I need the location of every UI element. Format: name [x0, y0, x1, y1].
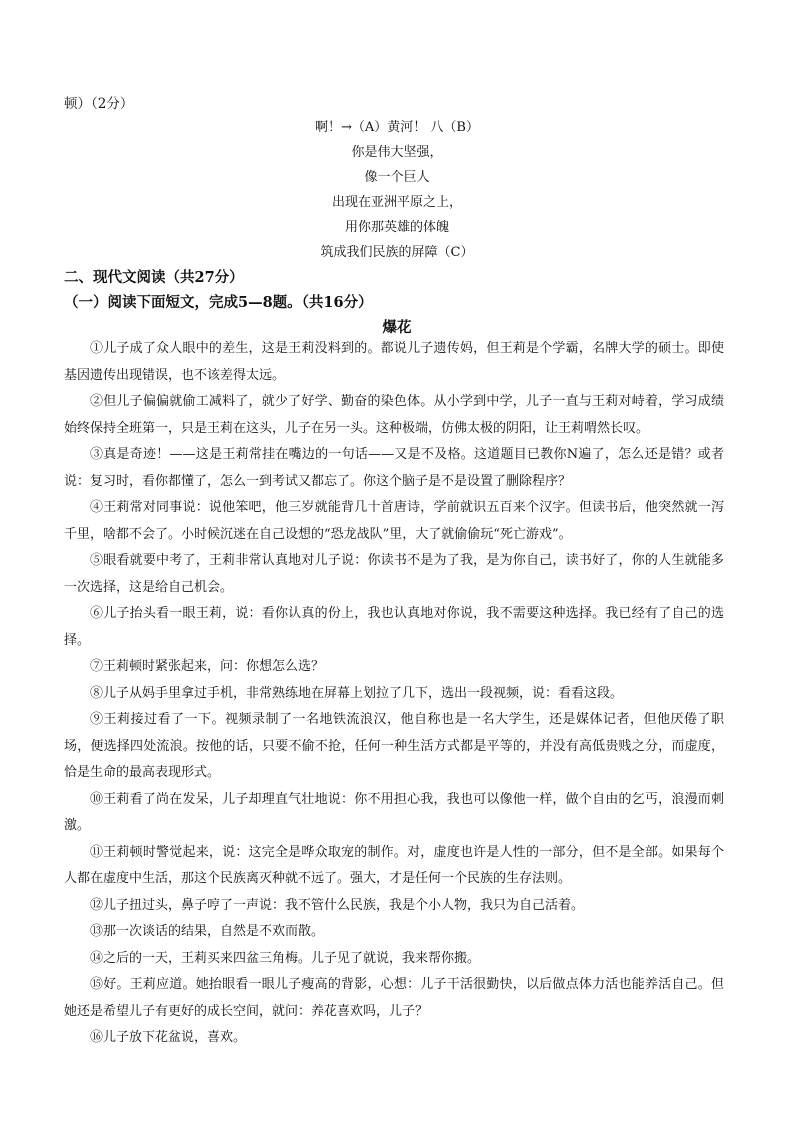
question-tail: 顿）（2分）: [64, 96, 134, 112]
section-heading: 二、现代文阅读（共27分）: [64, 269, 244, 286]
paragraph: ⑩王莉看了尚在发呆，儿子却理直气壮地说：你不用担心我，我也可以像他一样，做个自由的乞丐，浪漫而刺激。: [64, 791, 724, 833]
paragraph: ⑯儿子放下花盆说，喜欢。: [90, 1030, 247, 1045]
article-title: 爆花: [382, 319, 412, 336]
paragraph: ③真是奇迹！——这是王莉常挂在嘴边的一句话——又是不及格。这道题目已教你N遍了，怎么还是错？或者说：复习时，看你都懂了，怎么一到考试又都忘了。你这个脑子是不是设置了删除程序？: [64, 447, 724, 489]
paragraph: ⑤眼看就要中考了，王莉非常认真地对儿子说：你读书不是为了我，是为你自己，读书好了，你的人生就能多一次选择，这是给自己机会。: [64, 553, 724, 595]
subsection-heading: （一）阅读下面短文，完成5—8题。（共16分）: [64, 294, 373, 311]
poem-line: 出现在亚洲平原之上，: [331, 195, 462, 210]
paragraph: ⑭之后的一天，王莉买来四盆三角梅。儿子见了就说，我来帮你搬。: [90, 950, 481, 966]
poem-line: 筑成我们民族的屏障（C）: [320, 245, 474, 260]
paragraph: ①儿子成了众人眼中的差生，这是王莉没料到的。都说儿子遗传妈，但王莉是个学霸，名牌大学的硕士。即使基因遗传出现错误，也不该差得太远。: [64, 341, 724, 383]
paragraph: ⑥儿子抬头看一眼王莉，说：看你认真的份上，我也认真地对你说，我不需要这种选择。我已经有了自己的选择。: [64, 606, 724, 648]
paragraph: ⑪王莉顿时警觉起来，说：这完全是哗众取宠的制作。对，虚度也许是人性的一部分，但不是全部。如果每个人都在虚度中生活，那这个民族离灭种就不远了。强大，才是任何一个民族的生存法则。: [64, 844, 724, 886]
poem-line: 用你那英雄的体魄: [344, 220, 449, 235]
paragraph: ②但儿子偏偏就偷工减料了，就少了好学、勤奋的染色体。从小学到中学，儿子一直与王莉对峙着，学习成绩始终保持全班第一，只是王莉在这头，儿子在另一头。这种极端，仿佛太极的阴阳，让王莉喟然长叹。: [64, 394, 724, 436]
paragraph: ④王莉常对同事说：说他笨吧，他三岁就能背几十首唐诗，学前就识五百来个汉字。但读书后，他突然就一泻千里，啥都不会了。小时候沉迷在自己设想的“恐龙战队”里，大了就偷偷玩“死亡游戏”。: [64, 500, 724, 542]
poem-line: 像一个巨人: [364, 170, 430, 185]
poem-line: 你是伟大坚强，: [351, 145, 443, 160]
poem-line: 啊！→（A）黄河！ 八（B）: [315, 120, 479, 135]
paragraph: ⑦王莉顿时紧张起来，问：你想怎么选？: [90, 659, 325, 674]
paragraph: ⑨王莉接过看了一下。视频录制了一名地铁流浪汉，他自称也是一名大学生，还是媒体记者，但他厌倦了职场，便选择四处流浪。按他的话，只要不偷不抢，任何一种生活方式都是平等的，并没有高低贵贱之分，而虚度，恰是生命的最高表现形式。: [64, 712, 724, 780]
paragraph: ⑬那一次谈话的结果，自然是不欢而散。: [90, 924, 325, 939]
article-body: [64, 336, 724, 1052]
paragraph: ⑫儿子扭过头，鼻子哼了一声说：我不管什么民族，我是个小人物，我只为自己活着。: [90, 897, 585, 913]
paragraph: ⑮好。王莉应道。她抬眼看一眼儿子瘦高的背影，心想：儿子干活很勤快，以后做点体力活也能养活自己。但她还是希望儿子有更好的成长空间，就问：养花喜欢吗，儿子？: [64, 977, 724, 1019]
paragraph: ⑧儿子从妈手里拿过手机，非常熟练地在屏幕上划拉了几下，选出一段视频，说：看看这段。: [90, 685, 624, 701]
